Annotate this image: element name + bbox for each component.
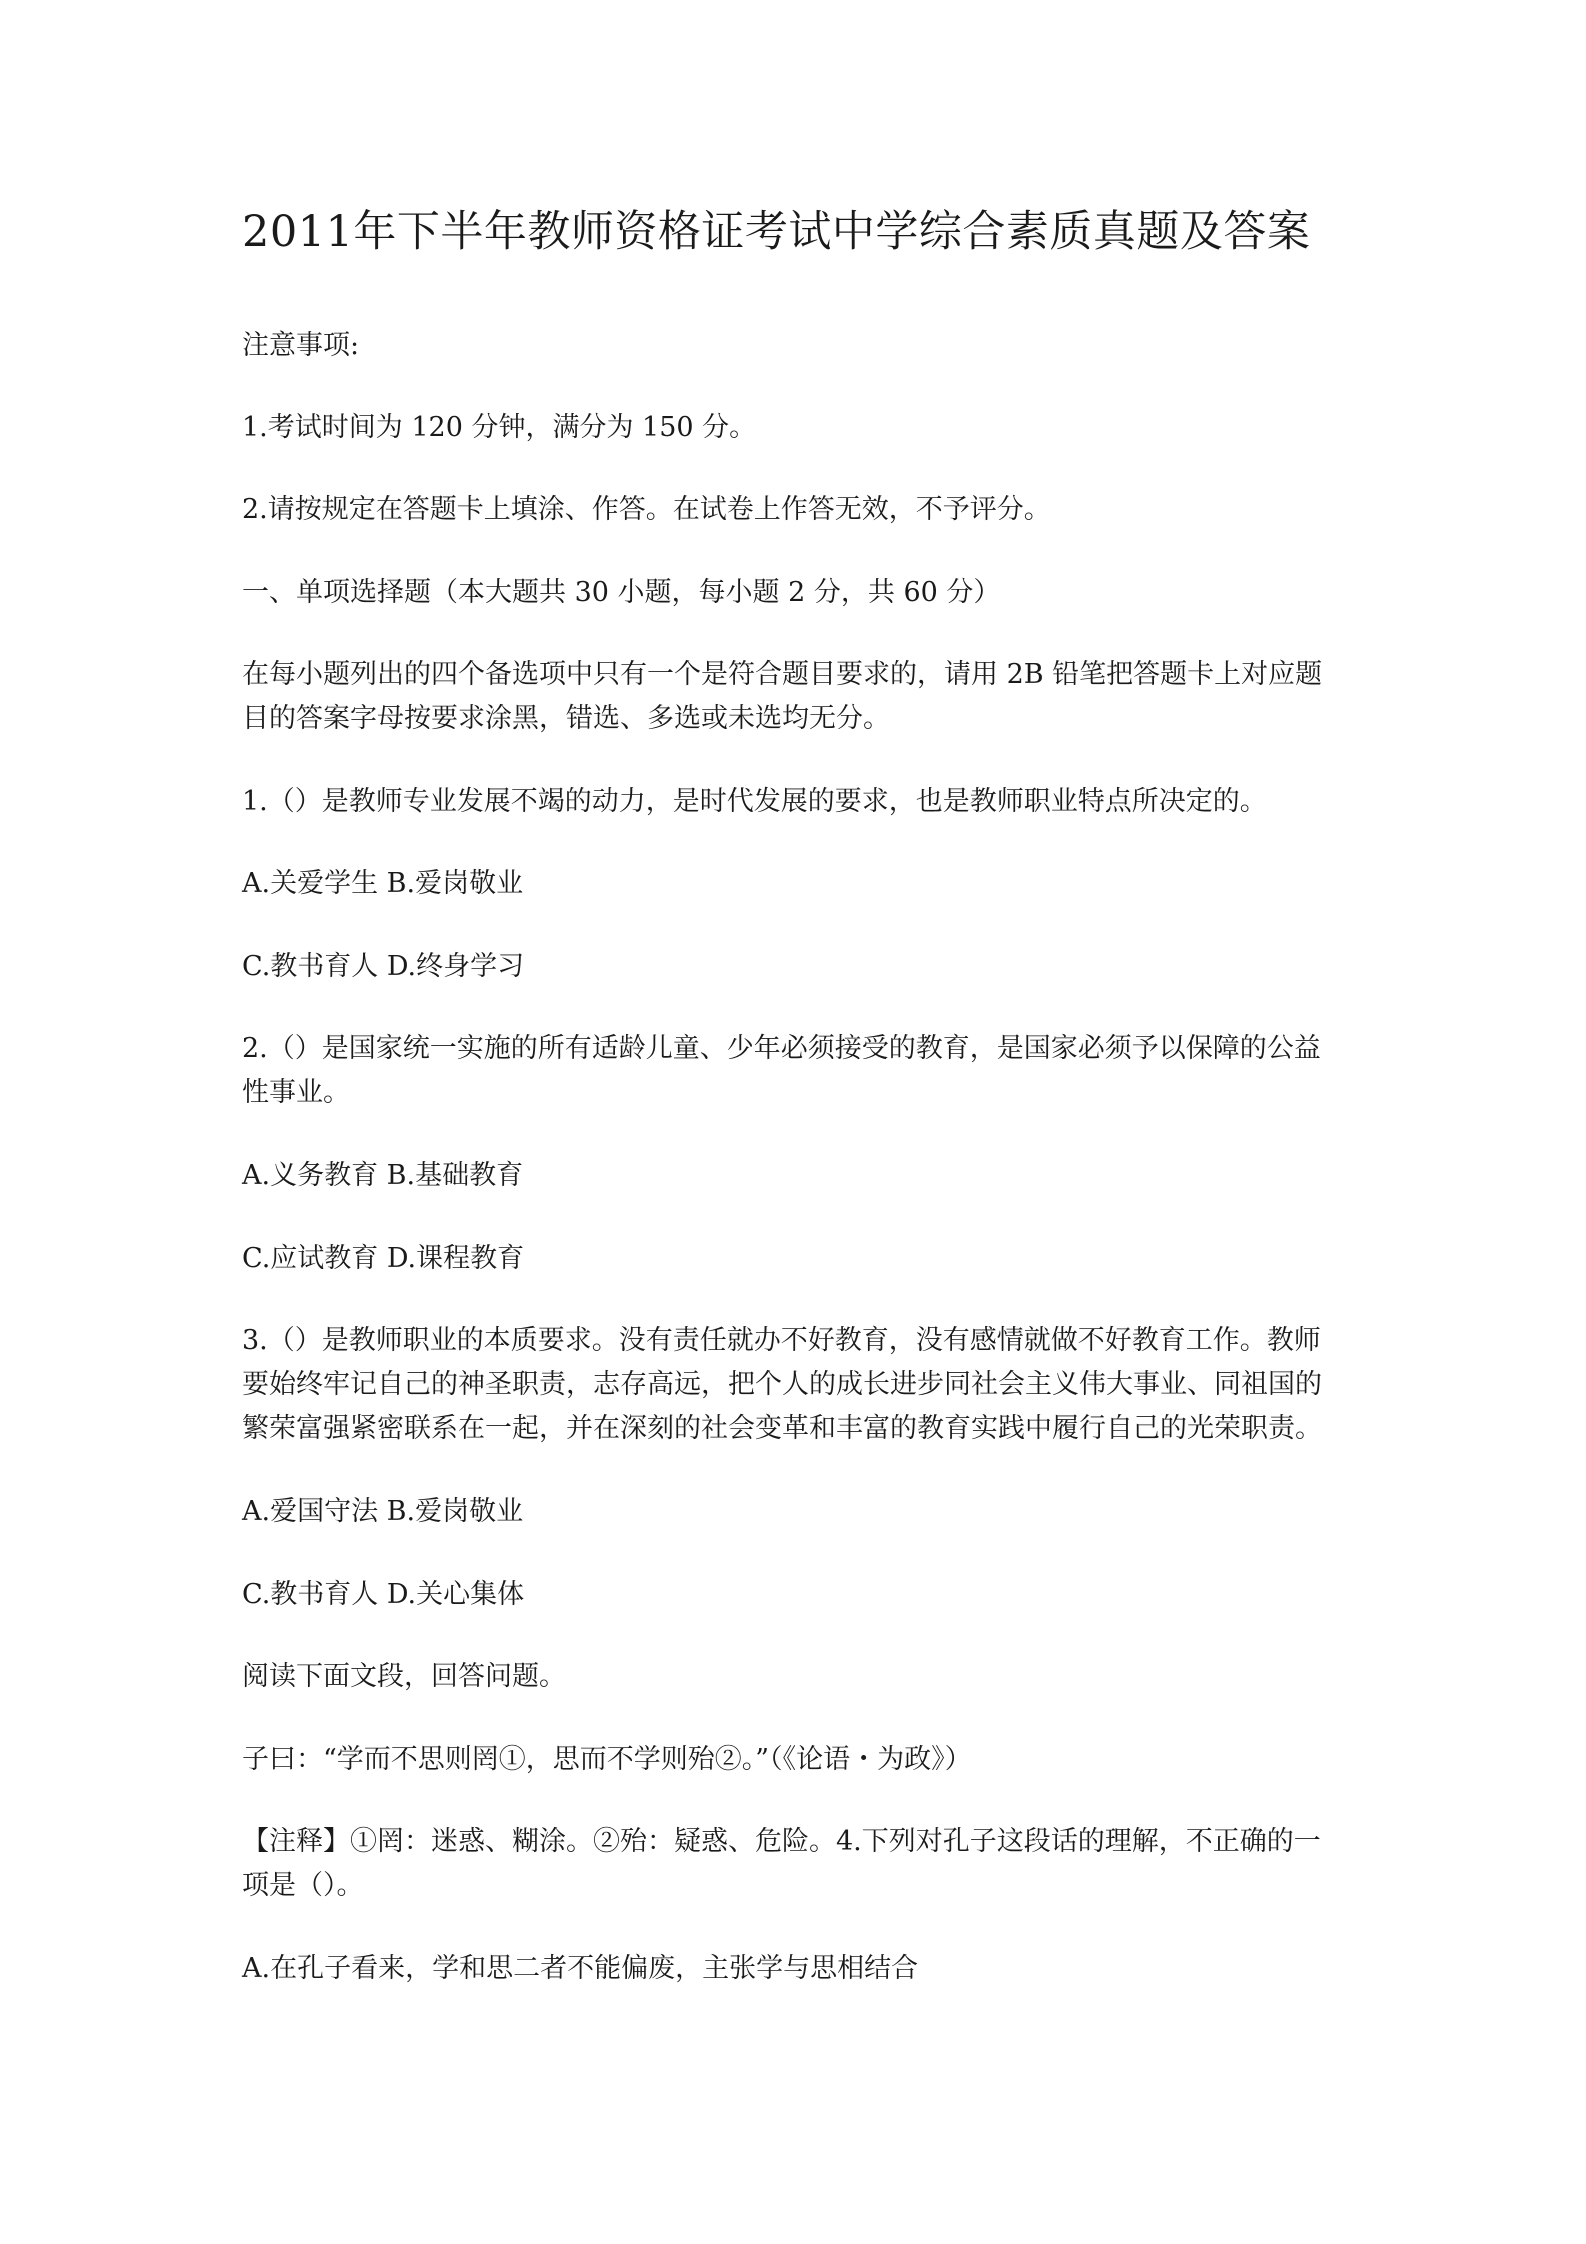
question-3-stem: [242, 1319, 1362, 1451]
question-2-stem-line-1: 2.（）是国家统一实施的所有适龄儿童、少年必须接受的教育，是国家必须予以保障的公益: [242, 1033, 1321, 1064]
question-3-options-cd: C.教书育人 D.关心集体: [242, 1579, 525, 1610]
question-4-option-a: A.在孔子看来，学和思二者不能偏废，主张学与思相结合: [242, 1953, 919, 1984]
document-title: 2011年下半年教师资格证考试中学综合素质真题及答案: [242, 207, 1311, 257]
section-instructions: [242, 653, 1362, 741]
question-2-options-ab: A.义务教育 B.基础教育: [242, 1160, 524, 1191]
question-2-options-cd: C.应试教育 D.课程教育: [242, 1243, 525, 1274]
question-1-options-ab: A.关爱学生 B.爱岗敬业: [242, 868, 524, 899]
notice-heading: 注意事项:: [242, 330, 360, 361]
annotation-line-2: 项是（）。: [242, 1870, 364, 1901]
question-1-stem: 1.（）是教师专业发展不竭的动力，是时代发展的要求，也是教师职业特点所决定的。: [242, 786, 1267, 817]
question-3-stem-line-3: 繁荣富强紧密联系在一起，并在深刻的社会变革和丰富的教育实践中履行自己的光荣职责。: [242, 1413, 1322, 1444]
question-3-stem-line-2: 要始终牢记自己的神圣职责，志存高远，把个人的成长进步同社会主义伟大事业、同祖国的: [242, 1369, 1322, 1400]
question-3-options-ab: A.爱国守法 B.爱岗敬业: [242, 1496, 524, 1527]
question-1-options-cd: C.教书育人 D.终身学习: [242, 951, 525, 982]
analects-quote: 子曰：“学而不思则罔①，思而不学则殆②。”（《论语・为政》）: [242, 1744, 972, 1775]
section-heading: 一、单项选择题（本大题共 30 小题，每小题 2 分，共 60 分）: [242, 577, 1001, 608]
annotation-note: [242, 1820, 1362, 1908]
question-2-stem: [242, 1027, 1362, 1115]
question-3-stem-line-1: 3.（）是教师职业的本质要求。没有责任就办不好教育，没有感情就做不好教育工作。教师: [242, 1325, 1321, 1356]
reading-prompt: 阅读下面文段，回答问题。: [242, 1661, 566, 1692]
question-2-stem-line-2: 性事业。: [242, 1077, 350, 1108]
annotation-line-1: 【注释】①罔：迷惑、糊涂。②殆：疑惑、危险。4.下列对孔子这段话的理解，不正确的一: [242, 1826, 1321, 1857]
instructions-line-2: 目的答案字母按要求涂黑，错选、多选或未选均无分。: [242, 703, 890, 734]
notice-item-1: 1.考试时间为 120 分钟，满分为 150 分。: [242, 412, 757, 443]
notice-item-2: 2.请按规定在答题卡上填涂、作答。在试卷上作答无效，不予评分。: [242, 494, 1051, 525]
instructions-line-1: 在每小题列出的四个备选项中只有一个是符合题目要求的，请用 2B 铅笔把答题卡上对应题: [242, 659, 1323, 690]
